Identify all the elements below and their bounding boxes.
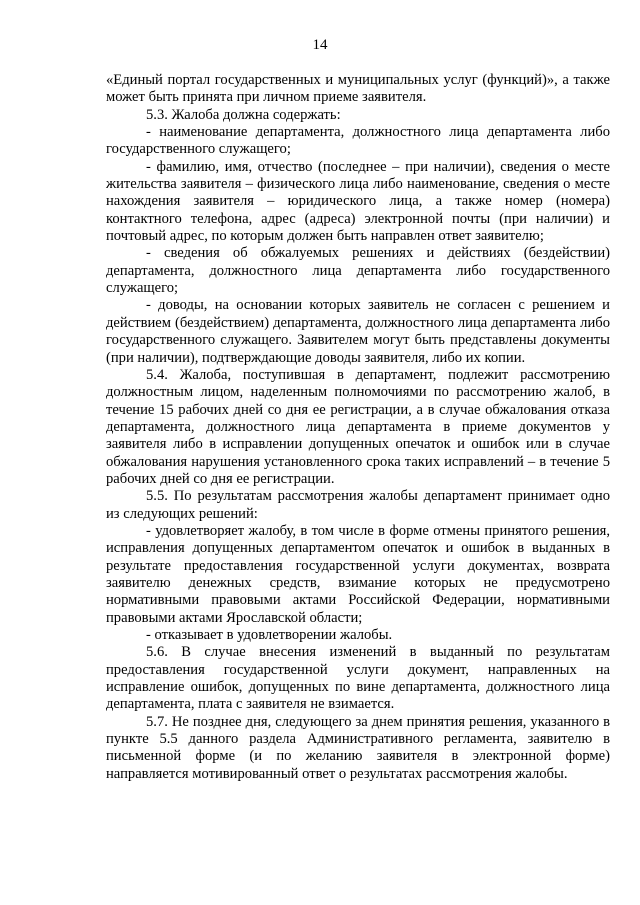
paragraph-continuation: «Единый портал государственных и муниципальных услуг (функций)», а также может быть принята при личном приеме заявителя. xyxy=(106,72,610,106)
paragraph-5-4: 5.4. Жалоба, поступившая в департамент, подлежит рассмотрению должностным лицом, наделенным полномочиями по рассмотрению жалоб, в течение 15 рабочих дней со дня ее регистрации, а в случае обжалования отказа департамента, должностного лица департамента в приеме документов у заявителя либо в исправлении допущенных опечаток и ошибок или в случае обжалования нарушения установленного срока таких исправлений – в течение 5 рабочих дней со дня ее регистрации. xyxy=(106,366,610,487)
document-body xyxy=(106,72,610,783)
paragraph-5-6: 5.6. В случае внесения изменений в выданный по результатам предоставления государственной услуги документ, направленных на исправление ошибок, допущенных по вине департамента, должностного лица департамента, плата с заявителя не взимается. xyxy=(106,644,610,713)
paragraph-5-5: 5.5. По результатам рассмотрения жалобы департамент принимает одно из следующих решений: xyxy=(106,488,610,522)
list-item-department-name: - наименование департамента, должностного лица департамента либо государственного служащего; xyxy=(106,124,610,158)
list-item-satisfy-complaint: - удовлетворяет жалобу, в том числе в форме отмены принятого решения, исправления допущенных департаментом опечаток и ошибок в выданных в результате предоставления государственной услуги документах, возврата заявителю денежных средств, взимание которых не предусмотрено нормативными правовыми актами Российской Федерации, нормативными правовыми актами Ярославской области; xyxy=(106,522,610,626)
list-item-refuse-complaint: - отказывает в удовлетворении жалобы. xyxy=(146,627,393,643)
list-item-appealed-decisions: - сведения об обжалуемых решениях и действиях (бездействии) департамента, должностного лица департамента либо государственного служащего; xyxy=(106,245,610,297)
list-item-applicant-details: - фамилию, имя, отчество (последнее – при наличии), сведения о месте жительства заявителя – физического лица либо наименование, сведения о месте нахождения заявителя – юридического лица, а также номер (номера) контактного телефона, адрес (адреса) электронной почты (при наличии) и почтовый адрес, по которым должен быть направлен ответ заявителю; xyxy=(106,158,610,245)
paragraph-5-7: 5.7. Не позднее дня, следующего за днем принятия решения, указанного в пункте 5.5 данного раздела Административного регламента, заявителю в письменной форме (и по желанию заявителя в электронной форме) направляется мотивированный ответ о результатах рассмотрения жалобы. xyxy=(106,713,610,782)
page-number: 14 xyxy=(312,37,328,53)
list-item-arguments: - доводы, на основании которых заявитель не согласен с решением и действием (бездействием) департамента, должностного лица департамента либо государственного служащего. Заявителем могут быть представлены документы (при наличии), подтверждающие доводы заявителя, либо их копии. xyxy=(106,297,610,366)
paragraph-5-3: 5.3. Жалоба должна содержать: xyxy=(146,106,341,123)
